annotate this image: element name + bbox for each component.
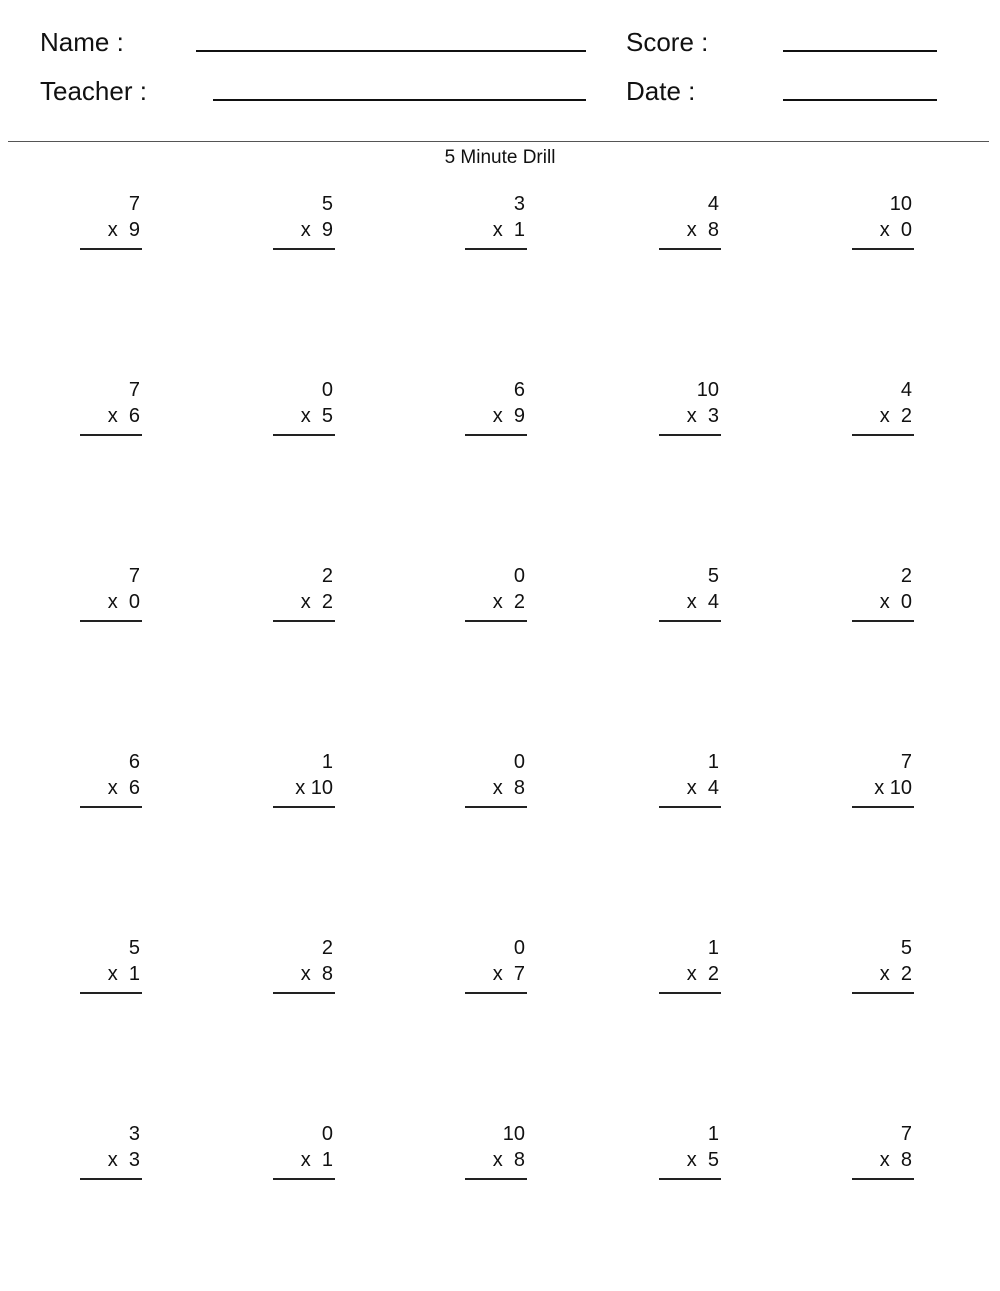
problem-24 xyxy=(659,935,721,994)
multiplicand: 10 xyxy=(696,379,719,401)
answer-line[interactable] xyxy=(659,248,721,250)
problem-19 xyxy=(659,749,721,808)
multiplier: x 4 xyxy=(686,591,719,613)
multiplier: x 6 xyxy=(107,405,140,427)
problem-20 xyxy=(852,749,914,808)
answer-line[interactable] xyxy=(80,1178,142,1180)
answer-line[interactable] xyxy=(80,434,142,436)
problem-14 xyxy=(659,563,721,622)
problem-9 xyxy=(659,377,721,436)
multiplicand: 7 xyxy=(128,565,140,587)
answer-line[interactable] xyxy=(273,992,335,994)
problem-18 xyxy=(465,749,527,808)
problem-2 xyxy=(273,191,335,250)
answer-line[interactable] xyxy=(659,806,721,808)
multiplier: x 2 xyxy=(879,963,912,985)
multiplicand: 6 xyxy=(128,751,140,773)
answer-line[interactable] xyxy=(659,434,721,436)
multiplier: x 2 xyxy=(686,963,719,985)
answer-line[interactable] xyxy=(273,1178,335,1180)
multiplicand: 1 xyxy=(707,751,719,773)
problem-22 xyxy=(273,935,335,994)
multiplicand: 3 xyxy=(128,1123,140,1145)
answer-line[interactable] xyxy=(273,620,335,622)
name-label: Name : xyxy=(40,27,124,57)
multiplier: x 2 xyxy=(492,591,525,613)
problem-10 xyxy=(852,377,914,436)
header-divider xyxy=(8,141,989,142)
multiplicand: 7 xyxy=(900,751,912,773)
problem-30 xyxy=(852,1121,914,1180)
multiplier: x 10 xyxy=(874,777,912,799)
answer-line[interactable] xyxy=(659,992,721,994)
multiplier: x 0 xyxy=(879,591,912,613)
multiplicand: 6 xyxy=(513,379,525,401)
answer-line[interactable] xyxy=(80,620,142,622)
problem-29 xyxy=(659,1121,721,1180)
multiplicand: 1 xyxy=(707,937,719,959)
multiplier: x 0 xyxy=(107,591,140,613)
multiplicand: 2 xyxy=(321,937,333,959)
answer-line[interactable] xyxy=(273,806,335,808)
score-field[interactable] xyxy=(783,50,937,52)
multiplier: x 9 xyxy=(300,219,333,241)
multiplier: x 2 xyxy=(879,405,912,427)
name-field[interactable] xyxy=(196,50,586,52)
answer-line[interactable] xyxy=(659,1178,721,1180)
answer-line[interactable] xyxy=(465,434,527,436)
answer-line[interactable] xyxy=(465,992,527,994)
multiplicand: 3 xyxy=(513,193,525,215)
problem-5 xyxy=(852,191,914,250)
answer-line[interactable] xyxy=(852,248,914,250)
multiplier: x 8 xyxy=(879,1149,912,1171)
multiplicand: 0 xyxy=(513,937,525,959)
multiplicand: 2 xyxy=(900,565,912,587)
multiplicand: 1 xyxy=(321,751,333,773)
teacher-field[interactable] xyxy=(213,99,586,101)
multiplier: x 1 xyxy=(107,963,140,985)
multiplier: x 6 xyxy=(107,777,140,799)
problem-1 xyxy=(80,191,142,250)
problem-7 xyxy=(273,377,335,436)
multiplier: x 8 xyxy=(492,777,525,799)
problem-12 xyxy=(273,563,335,622)
multiplicand: 0 xyxy=(321,379,333,401)
multiplier: x 1 xyxy=(492,219,525,241)
problem-27 xyxy=(273,1121,335,1180)
problem-17 xyxy=(273,749,335,808)
problem-21 xyxy=(80,935,142,994)
answer-line[interactable] xyxy=(852,620,914,622)
answer-line[interactable] xyxy=(852,1178,914,1180)
multiplicand: 5 xyxy=(900,937,912,959)
multiplicand: 4 xyxy=(707,193,719,215)
problem-15 xyxy=(852,563,914,622)
problem-6 xyxy=(80,377,142,436)
answer-line[interactable] xyxy=(273,434,335,436)
multiplier: x 8 xyxy=(300,963,333,985)
problem-25 xyxy=(852,935,914,994)
multiplier: x 0 xyxy=(879,219,912,241)
multiplicand: 5 xyxy=(321,193,333,215)
multiplicand: 4 xyxy=(900,379,912,401)
answer-line[interactable] xyxy=(852,434,914,436)
multiplicand: 10 xyxy=(502,1123,525,1145)
drill-title: 5 Minute Drill xyxy=(444,147,556,168)
answer-line[interactable] xyxy=(273,248,335,250)
multiplier: x 8 xyxy=(686,219,719,241)
multiplicand: 7 xyxy=(128,379,140,401)
multiplier: x 1 xyxy=(300,1149,333,1171)
multiplicand: 0 xyxy=(513,565,525,587)
multiplicand: 7 xyxy=(900,1123,912,1145)
answer-line[interactable] xyxy=(465,248,527,250)
multiplicand: 1 xyxy=(707,1123,719,1145)
answer-line[interactable] xyxy=(659,620,721,622)
answer-line[interactable] xyxy=(80,992,142,994)
multiplier: x 8 xyxy=(492,1149,525,1171)
multiplier: x 2 xyxy=(300,591,333,613)
multiplier: x 9 xyxy=(492,405,525,427)
multiplicand: 7 xyxy=(128,193,140,215)
multiplier: x 7 xyxy=(492,963,525,985)
answer-line[interactable] xyxy=(80,806,142,808)
answer-line[interactable] xyxy=(80,248,142,250)
multiplicand: 5 xyxy=(128,937,140,959)
answer-line[interactable] xyxy=(465,620,527,622)
problem-23 xyxy=(465,935,527,994)
multiplier: x 4 xyxy=(686,777,719,799)
answer-line[interactable] xyxy=(465,806,527,808)
multiplier: x 3 xyxy=(107,1149,140,1171)
problem-26 xyxy=(80,1121,142,1180)
multiplicand: 10 xyxy=(889,193,912,215)
teacher-label: Teacher : xyxy=(40,76,147,106)
score-label: Score : xyxy=(626,27,709,57)
multiplier: x 3 xyxy=(686,405,719,427)
answer-line[interactable] xyxy=(852,992,914,994)
problem-3 xyxy=(465,191,527,250)
answer-line[interactable] xyxy=(852,806,914,808)
multiplicand: 2 xyxy=(321,565,333,587)
problem-16 xyxy=(80,749,142,808)
multiplicand: 0 xyxy=(513,751,525,773)
multiplicand: 0 xyxy=(321,1123,333,1145)
problem-4 xyxy=(659,191,721,250)
date-field[interactable] xyxy=(783,99,937,101)
multiplier: x 5 xyxy=(300,405,333,427)
problem-11 xyxy=(80,563,142,622)
problem-28 xyxy=(465,1121,527,1180)
problem-13 xyxy=(465,563,527,622)
multiplier: x 10 xyxy=(295,777,333,799)
answer-line[interactable] xyxy=(465,1178,527,1180)
date-label: Date : xyxy=(626,76,696,106)
multiplicand: 5 xyxy=(707,565,719,587)
multiplier: x 5 xyxy=(686,1149,719,1171)
multiplier: x 9 xyxy=(107,219,140,241)
problem-8 xyxy=(465,377,527,436)
